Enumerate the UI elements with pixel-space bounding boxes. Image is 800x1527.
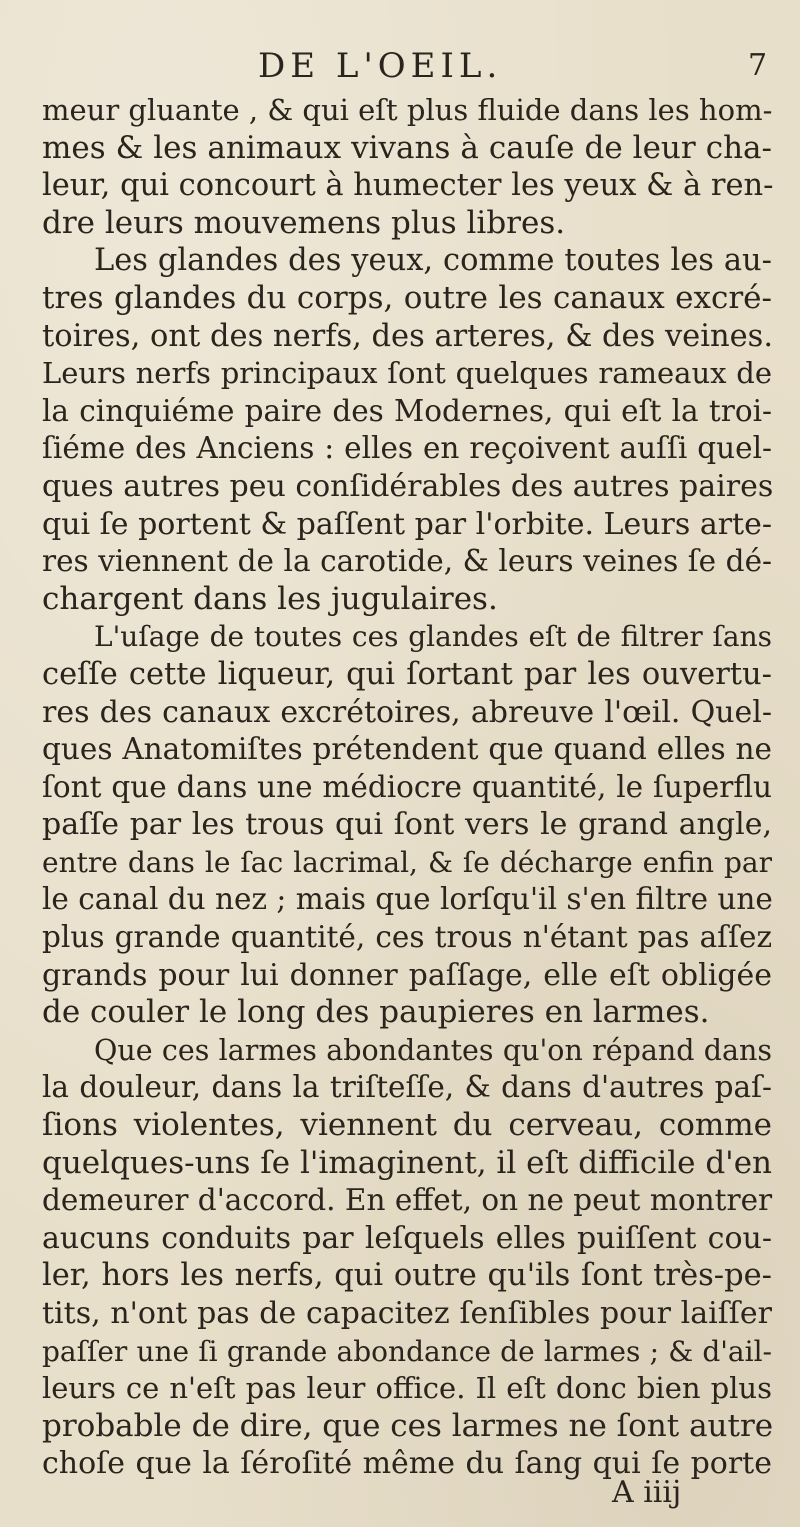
- text-line: la cinquiéme paire des Modernes, qui eſt la troi-: [42, 393, 772, 428]
- text-line: meur gluante , & qui eſt plus fluide dans les hom-: [42, 93, 773, 127]
- text-line: paſſer une ſi grande abondance de larmes ; & d'ail-: [42, 1334, 772, 1368]
- signature-line: [0, 1473, 800, 1513]
- text-line: mes & les animaux vivans à cauſe de leur cha-: [42, 129, 772, 166]
- body-text: [42, 92, 772, 1483]
- text-line: la douleur, dans la triſteſſe, & dans d'autres paſ-: [42, 1070, 772, 1105]
- text-line: ques autres peu conſidérables des autres paires: [42, 468, 774, 504]
- text-line: aucuns conduits par leſquels elles puiſſent cou-: [42, 1220, 772, 1256]
- signature-mark: A iiij: [612, 1475, 682, 1510]
- text-line: probable de dire, que ces larmes ne ſont autre: [42, 1407, 774, 1444]
- text-line: ſont que dans une médiocre quantité, le ſuperflu: [42, 769, 772, 804]
- text-line: paſſe par les trous qui ſont vers le grand angle,: [42, 807, 772, 843]
- text-line: demeurer d'accord. En effet, on ne peut montrer: [42, 1183, 773, 1218]
- text-line: L'uſage de toutes ces glandes eſt de filtrer ſans: [94, 620, 772, 654]
- text-line: grands pour lui donner paſſage, elle eſt obligée: [42, 957, 772, 993]
- running-head: [0, 44, 800, 88]
- paragraph-2: [42, 242, 772, 618]
- text-line: leur, qui concourt à humecter les yeux & à ren-: [42, 168, 774, 204]
- text-line: res des canaux excrétoires, abreuve l'œil. Quel-: [42, 694, 772, 730]
- paragraph-1: [42, 92, 772, 242]
- text-line: de couler le long des paupieres en larmes.: [42, 994, 710, 1031]
- text-line: ler, hors les nerfs, qui outre qu'ils ſont très-pe-: [42, 1258, 772, 1294]
- text-line: le canal du nez ; mais que lorſqu'il s'en filtre une: [42, 882, 773, 917]
- text-line: toires, ont des nerfs, des arteres, & des veines.: [42, 318, 774, 354]
- text-line: Leurs nerfs principaux ſont quelques rameaux de: [42, 356, 772, 391]
- text-line: Les glandes des yeux, comme toutes les au-: [94, 243, 772, 279]
- text-line: ques Anatomiſtes prétendent que quand elles ne: [42, 732, 772, 767]
- text-line: entre dans le ſac lacrimal, & ſe décharge enfin par: [42, 845, 772, 879]
- page-number: 7: [748, 48, 768, 83]
- text-line: choſe que la ſéroſité même du ſang qui ſe porte: [42, 1446, 772, 1482]
- text-line: qui ſe portent & paſſent par l'orbite. Leurs arte-: [42, 506, 772, 542]
- text-line: dre leurs mouvemens plus libres.: [42, 204, 566, 241]
- text-line: res viennent de la carotide, & leurs veines ſe dé-: [42, 544, 772, 579]
- text-line: ſiéme des Anciens : elles en reçoivent auſſi quel-: [42, 431, 772, 466]
- paragraph-3: [42, 618, 772, 1032]
- text-line: leurs ce n'eſt pas leur office. Il eſt donc bien plus: [42, 1371, 772, 1406]
- text-line: ſions violentes, viennent du cerveau, comme: [42, 1107, 772, 1144]
- text-line: ceſſe cette liqueur, qui ſortant par les ouvertu-: [42, 656, 772, 692]
- text-line: chargent dans les jugulaires.: [42, 580, 498, 617]
- text-line: tres glandes du corps, outre les canaux excré-: [42, 279, 772, 316]
- text-line: plus grande quantité, ces trous n'étant pas aſſez: [42, 920, 772, 955]
- text-line: quelques-uns ſe l'imaginent, il eſt difficile d'en: [42, 1144, 772, 1181]
- text-line: Que ces larmes abondantes qu'on répand dans: [94, 1033, 772, 1067]
- paragraph-4: [42, 1032, 772, 1483]
- text-line: tits, n'ont pas de capacitez ſenſibles pour laiſſer: [42, 1296, 772, 1331]
- running-title: DE L'OEIL.: [258, 46, 503, 86]
